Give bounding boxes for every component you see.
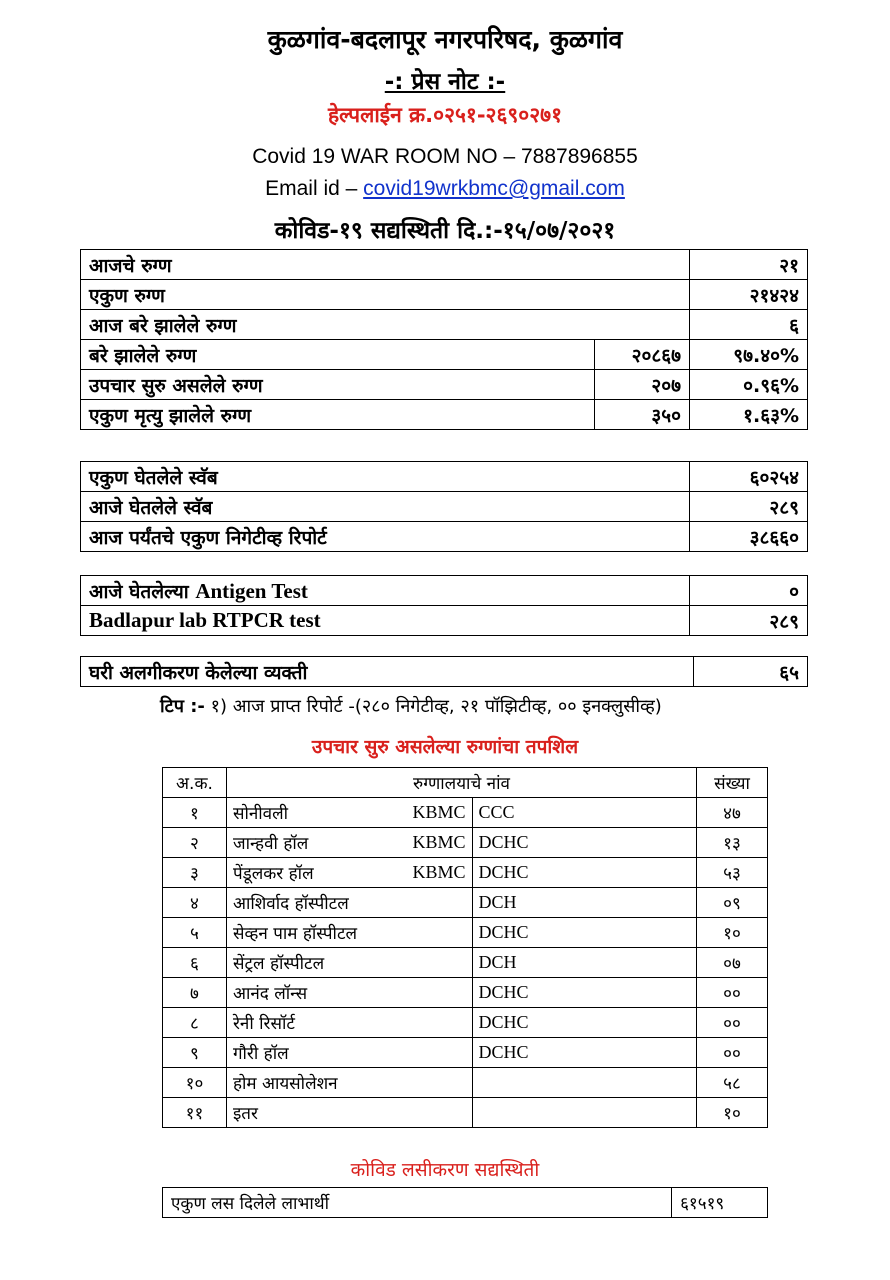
- table-row: [81, 400, 808, 430]
- row-hospital-type: CCC: [472, 798, 697, 828]
- table-row: [81, 310, 808, 340]
- table-row: [163, 978, 768, 1008]
- helpline-number: हेल्पलाईन क्र.०२५१-२६९०२७१: [328, 103, 562, 127]
- table-row: [81, 370, 808, 400]
- table-row: [81, 462, 808, 492]
- home-isolation-table: [80, 656, 808, 687]
- table-row: [81, 657, 808, 687]
- row-count: २०८६७: [595, 340, 690, 370]
- header-name: रुग्णालयाचे नांव: [226, 768, 696, 798]
- table-row: [81, 250, 808, 280]
- row-label: बरे झालेले रुग्ण: [81, 340, 595, 370]
- row-hospital-name: [226, 828, 472, 858]
- row-hospital-name: [226, 798, 472, 828]
- vaccination-value: ६१५१९: [672, 1188, 768, 1218]
- table-row: [163, 858, 768, 888]
- row-sr: १: [163, 798, 227, 828]
- row-hospital-name: [226, 1098, 472, 1128]
- row-hospital-type: DCH: [472, 888, 697, 918]
- table-row: [163, 1008, 768, 1038]
- row-sr: ५: [163, 918, 227, 948]
- header-sr: अ.क.: [163, 768, 227, 798]
- row-sr: ७: [163, 978, 227, 1008]
- row-hospital-type: [472, 1098, 697, 1128]
- row-count: ०९: [697, 888, 768, 918]
- hospital-name: इतर: [232, 1104, 258, 1124]
- page-title: कुळगांव-बदलापूर नगरपरिषद, कुळगांव: [267, 25, 623, 54]
- table-row: [81, 492, 808, 522]
- row-value: २१: [690, 250, 808, 280]
- row-count: ००: [697, 1038, 768, 1068]
- email-link[interactable]: covid19wrkbmc@gmail.com: [363, 177, 625, 200]
- row-value: ६: [690, 310, 808, 340]
- row-value: ३८६६०: [690, 522, 808, 552]
- row-label: उपचार सुरु असलेले रुग्ण: [81, 370, 595, 400]
- hospital-section-title: उपचार सुरु असलेल्या रुग्णांचा तपशिल: [311, 736, 579, 758]
- row-hospital-name: [226, 918, 472, 948]
- row-sr: ४: [163, 888, 227, 918]
- table-row: [163, 828, 768, 858]
- row-sr: ११: [163, 1098, 227, 1128]
- row-value: ६५: [694, 657, 808, 687]
- row-count: ००: [697, 978, 768, 1008]
- row-label: घरी अलगीकरण केलेल्या व्यक्ती: [81, 657, 694, 687]
- hospital-name: गौरी हॉल: [232, 1044, 289, 1064]
- table-row: [81, 606, 808, 636]
- row-label: [81, 606, 690, 636]
- header-count: संख्या: [697, 768, 768, 798]
- table-row: [81, 280, 808, 310]
- patient-stats-table: [80, 249, 808, 430]
- hospital-org: KBMC: [412, 832, 466, 852]
- row-hospital-type: DCHC: [472, 1008, 697, 1038]
- row-label: आजचे रुग्ण: [81, 250, 690, 280]
- hospital-table: [162, 767, 768, 1128]
- hospital-org: KBMC: [412, 802, 466, 822]
- row-label: एकुण मृत्यु झालेले रुग्ण: [81, 400, 595, 430]
- row-value: २८९: [690, 492, 808, 522]
- row-count: १३: [697, 828, 768, 858]
- row-label: आजे घेतलेले स्वॅब: [81, 492, 690, 522]
- vaccination-title: कोविड लसीकरण सद्यस्थिती: [350, 1159, 540, 1181]
- row-hospital-name: [226, 1008, 472, 1038]
- hospital-name: आनंद लॉन्स: [232, 984, 308, 1004]
- row-hospital-type: DCHC: [472, 918, 697, 948]
- table-row: [81, 340, 808, 370]
- row-hospital-type: [472, 1068, 697, 1098]
- war-room-number: Covid 19 WAR ROOM NO – 7887896855: [252, 145, 638, 168]
- hospital-org: KBMC: [412, 862, 466, 882]
- row-sr: ९: [163, 1038, 227, 1068]
- note-text: [160, 694, 662, 718]
- row-label: एकुण घेतलेले स्वॅब: [81, 462, 690, 492]
- row-hospital-name: [226, 948, 472, 978]
- row-label: [81, 576, 690, 606]
- row-count: ३५०: [595, 400, 690, 430]
- swab-stats-table: [80, 461, 808, 552]
- press-note-heading: -: प्रेस नोट :-: [384, 69, 506, 95]
- note-prefix: टिप :-: [160, 696, 205, 717]
- row-value: १.६३%: [690, 400, 808, 430]
- row-value: ०: [690, 576, 808, 606]
- row-hospital-type: DCHC: [472, 978, 697, 1008]
- hospital-name: आशिर्वाद हॉस्पीटल: [232, 894, 349, 914]
- test-stats-table: [80, 575, 808, 636]
- table-row: [163, 1188, 768, 1218]
- row-sr: ८: [163, 1008, 227, 1038]
- hospital-name: सेव्हन पाम हॉस्पीटल: [232, 924, 358, 944]
- row-hospital-name: [226, 858, 472, 888]
- table-row: [163, 1038, 768, 1068]
- hospital-name: सेंट्रल हॉस्पीटल: [232, 954, 325, 974]
- row-value: २८९: [690, 606, 808, 636]
- row-hospital-name: [226, 1038, 472, 1068]
- table-row: [163, 1068, 768, 1098]
- vaccination-label: एकुण लस दिलेले लाभार्थी: [163, 1188, 672, 1218]
- table-row: [163, 918, 768, 948]
- hospital-name: जान्हवी हॉल: [232, 834, 309, 854]
- row-sr: ३: [163, 858, 227, 888]
- row-count: ००: [697, 1008, 768, 1038]
- row-sr: १०: [163, 1068, 227, 1098]
- hospital-name: रेनी रिसॉर्ट: [232, 1014, 295, 1034]
- row-count: १०: [697, 1098, 768, 1128]
- row-value: ०.९६%: [690, 370, 808, 400]
- hospital-name: सोनीवली: [232, 804, 289, 824]
- row-sr: २: [163, 828, 227, 858]
- label-english: Badlapur lab RTPCR test: [89, 608, 321, 632]
- row-label: आज बरे झालेले रुग्ण: [81, 310, 690, 340]
- row-count: ४७: [697, 798, 768, 828]
- row-label: आज पर्यंतचे एकुण निगेटीव्ह रिपोर्ट: [81, 522, 690, 552]
- row-value: ९७.४०%: [690, 340, 808, 370]
- email-line: [0, 177, 890, 201]
- row-hospital-name: [226, 1068, 472, 1098]
- table-row: [81, 522, 808, 552]
- hospital-name: पेंडूलकर हॉल: [232, 864, 314, 884]
- label-english: Antigen Test: [195, 578, 308, 603]
- row-hospital-type: DCH: [472, 948, 697, 978]
- table-header-row: [163, 768, 768, 798]
- row-count: ०७: [697, 948, 768, 978]
- row-hospital-name: [226, 978, 472, 1008]
- note-body: १) आज प्राप्त रिपोर्ट -(२८० निगेटीव्ह, २१ पॉझिटीव्ह, ०० इनक्लुसीव्ह): [204, 696, 662, 717]
- row-hospital-type: DCHC: [472, 858, 697, 888]
- row-hospital-name: [226, 888, 472, 918]
- row-value: २१४२४: [690, 280, 808, 310]
- table-row: [81, 576, 808, 606]
- row-sr: ६: [163, 948, 227, 978]
- status-title: कोविड-१९ सद्यस्थिती दि.:-१५/०७/२०२१: [274, 218, 616, 244]
- table-row: [163, 888, 768, 918]
- table-row: [163, 948, 768, 978]
- table-row: [163, 1098, 768, 1128]
- hospital-name: होम आयसोलेशन: [232, 1074, 338, 1094]
- row-hospital-type: DCHC: [472, 1038, 697, 1068]
- label-prefix: आजे घेतलेल्या: [89, 580, 196, 603]
- email-prefix: Email id –: [265, 177, 364, 200]
- row-count: ५३: [697, 858, 768, 888]
- row-count: २०७: [595, 370, 690, 400]
- table-row: [163, 798, 768, 828]
- row-label: एकुण रुग्ण: [81, 280, 690, 310]
- row-count: ५८: [697, 1068, 768, 1098]
- row-hospital-type: DCHC: [472, 828, 697, 858]
- vaccination-table: [162, 1187, 768, 1218]
- row-count: १०: [697, 918, 768, 948]
- row-value: ६०२५४: [690, 462, 808, 492]
